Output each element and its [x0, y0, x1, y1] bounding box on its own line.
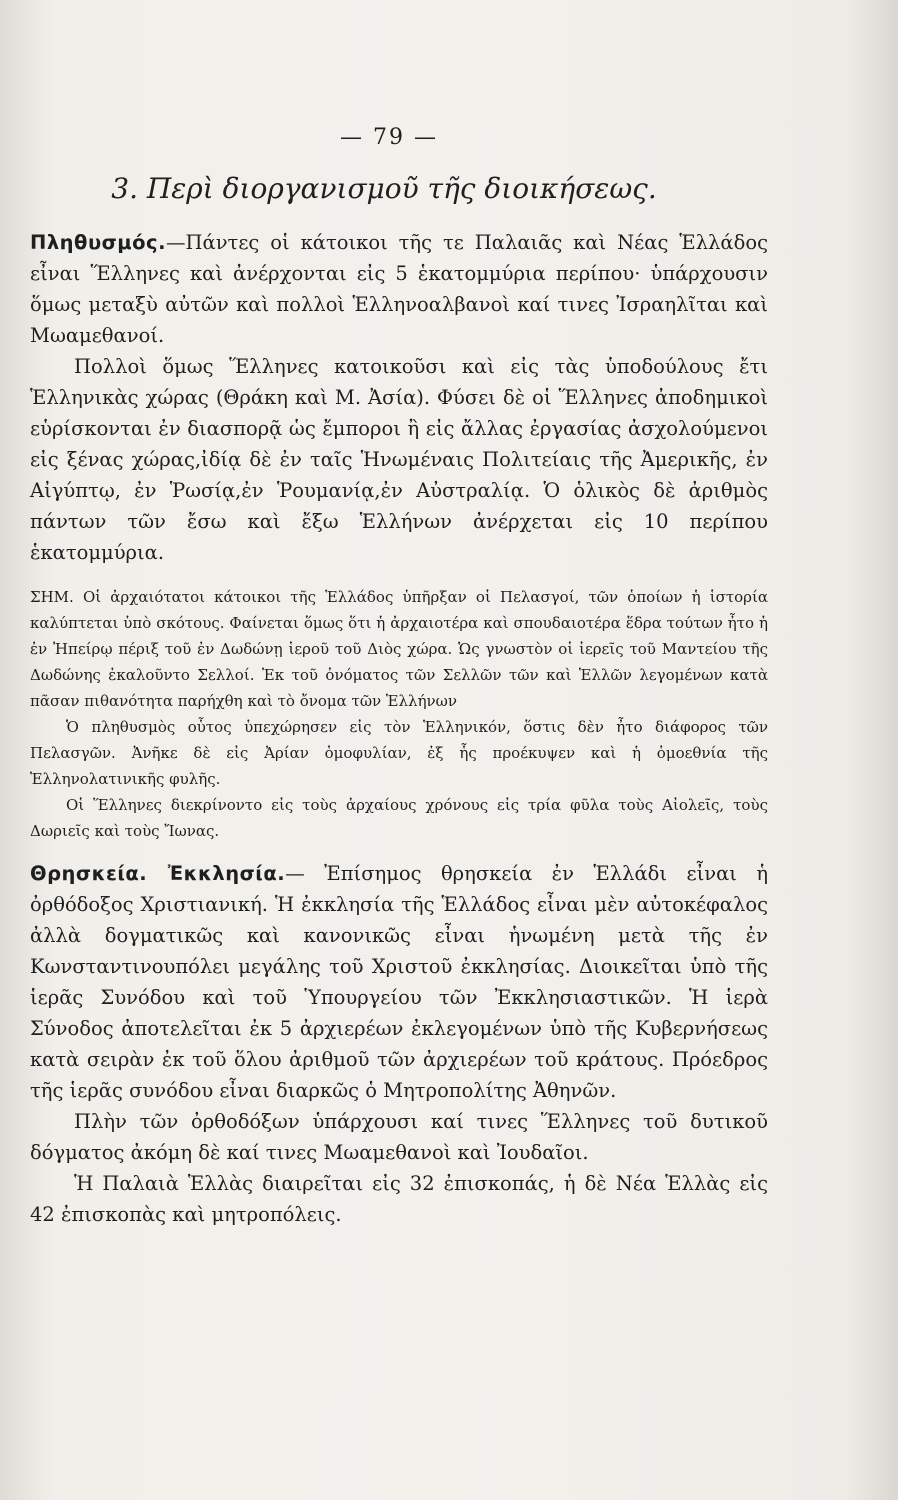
religion-text-1: — Ἐπίσημος θρησκεία ἐν Ἑλλάδι εἶναι ἡ ὀρθόδοξος Χριστιανική. Ἡ ἐκκλησία τῆς Ἑλλάδος εἶναι μὲν αὐτοκέφαλος ἀλλὰ δογματικῶς καὶ κανονικῶς εἶναι ἡνωμένη μετὰ τῆς ἐν Κωνσταντινουπόλει μεγάλης τοῦ Χριστοῦ ἐκκλησίας. Διοικεῖται ὑπὸ τῆς ἱερᾶς Συνόδου καὶ τοῦ Ὑπουργείου τῶν Ἐκκλησιαστικῶν. Ἡ ἱερὰ Σύνοδος ἀποτελεῖται ἐκ 5 ἀρχιερέων ἐκλεγομένων ὑπὸ τῆς Κυβερνήσεως κατὰ σειρὰν ἐκ τοῦ ὅλου ἀριθμοῦ τῶν ἀρχιερέων τοῦ κράτους. Πρόεδρος τῆς ἱερᾶς συνόδου εἶναι διαρκῶς ὁ Μητροπολίτης Ἀθηνῶν. [30, 862, 768, 1102]
note-paragraph-2: Ὁ πληθυσμὸς οὗτος ὑπεχώρησεν εἰς τὸν Ἑλληνικόν, ὅστις δὲν ἦτο διάφορος τῶν Πελασγῶν. Ἀνῆκε δὲ εἰς Ἀρίαν ὁμοφυλίαν, ἐξ ἧς προέκυψεν καὶ ἡ ὁμοεθνία τῆς Ἑλληνολατινικῆς φυλῆς. [30, 718, 768, 788]
population-paragraph-2: Πολλοὶ ὅμως Ἕλληνες κατοικοῦσι καὶ εἰς τὰς ὑποδούλους ἔτι Ἑλληνικὰς χώρας (Θράκη καὶ Μ. Ἀσία). Φύσει δὲ οἱ Ἕλληνες ἀποδημικοὶ εὑρίσκονται ἐν διασπορᾷ ὡς ἔμποροι ἢ εἰς ἄλλας ἐργασίας ἀσχολούμενοι εἰς ξένας χώρας,ἰδίᾳ δὲ ἐν ταῖς Ἡνωμέναις Πολιτείαις τῆς Ἀμερικῆς, ἐν Αἰγύπτῳ, ἐν Ῥωσίᾳ,ἐν Ῥουμανίᾳ,ἐν Αὐστραλίᾳ. Ὁ ὁλικὸς δὲ ἀριθμὸς πάντων τῶν ἔσω καὶ ἔξω Ἑλλήνων ἀνέρχεται εἰς 10 περίπου ἑκατομμύρια. [30, 355, 768, 564]
section-title: 3. Περὶ διοργανισμοῦ τῆς διοικήσεως. [111, 172, 657, 205]
religion-heading: Θρησκεία. Ἐκκλησία. [30, 862, 286, 885]
religion-paragraph-3: Ἡ Παλαιὰ Ἑλλὰς διαιρεῖται εἰς 32 ἐπισκοπάς, ἡ δὲ Νέα Ἑλλὰς εἰς 42 ἐπισκοπὰς καὶ μητροπόλεις. [30, 1172, 768, 1226]
note-label: ΣΗΜ. [30, 588, 74, 606]
population-text-1: —Πάντες οἱ κάτοικοι τῆς τε Παλαιᾶς καὶ Νέας Ἑλλάδος εἶναι Ἕλληνες καὶ ἀνέρχονται εἰς 5 ἑκατομμύρια περίπου· ὑπάρχουσιν ὅμως μεταξὺ αὐτῶν καὶ πολλοὶ Ἑλληνοαλβανοὶ καί τινες Ἰσραηλῖται καὶ Μωαμεθανοί. [30, 231, 768, 347]
population-heading: Πληθυσμός. [30, 231, 167, 254]
note-paragraph-3: Οἱ Ἕλληνες διεκρίνοντο εἰς τοὺς ἀρχαίους χρόνους εἰς τρία φῦλα τοὺς Αἰολεῖς, τοὺς Δωριεῖς καὶ τοὺς Ἴωνας. [30, 796, 768, 840]
religion-paragraph-1 [30, 858, 768, 1106]
religion-paragraph-2: Πλὴν τῶν ὀρθοδόξων ὑπάρχουσι καί τινες Ἕλληνες τοῦ δυτικοῦ δόγματος ἀκόμη δὲ καί τινες Μωαμεθανοὶ καὶ Ἰουδαῖοι. [30, 1110, 768, 1164]
text-column [30, 125, 768, 1230]
note-block [30, 584, 768, 844]
page-number: — 79 — [340, 125, 438, 150]
note-text-1: Οἱ ἀρχαιότατοι κάτοικοι τῆς Ἑλλάδος ὑπῆρξαν οἱ Πελασγοί, τῶν ὁποίων ἡ ἱστορία καλύπτεται ὑπὸ σκότους. Φαίνεται ὅμως ὅτι ἡ ἀρχαιοτέρα καὶ σπουδαιοτέρα ἕδρα τούτων ἦτο ἡ ἐν Ἠπείρῳ πέριξ τοῦ ἐν Δωδώνῃ ἱεροῦ τοῦ Διὸς χώρα. Ὡς γνωστὸν οἱ ἱερεῖς τοῦ Μαντείου τῆς Δωδώνης ἐκαλοῦντο Σελλοί. Ἐκ τοῦ ὀνόματος τῶν Σελλῶν τῶν καὶ Ἑλλῶν λεγομένων κατὰ πᾶσαν πιθανότητα παρήχθη καὶ τὸ ὄνομα τῶν Ἑλλήνων [30, 588, 768, 710]
note-paragraph-1 [30, 584, 768, 714]
population-paragraph-1 [30, 227, 768, 351]
